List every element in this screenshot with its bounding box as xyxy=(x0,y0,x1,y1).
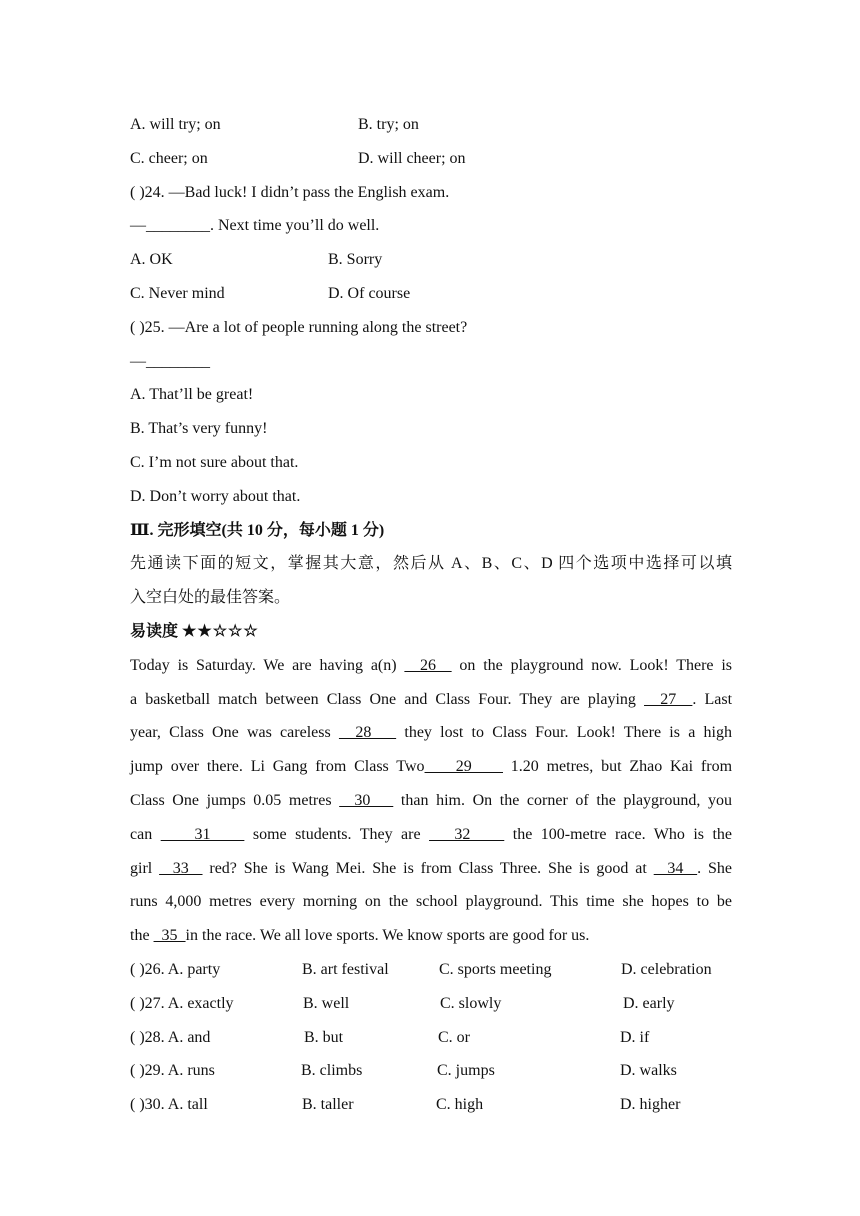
worksheet-page xyxy=(130,108,732,1122)
q25-option-d: D. Don’t worry about that. xyxy=(130,487,301,505)
section-heading: Ⅲ. 完形填空(共 10 分，每小题 1 分) xyxy=(130,521,385,539)
q23-option-d: D. will cheer; on xyxy=(358,149,466,167)
passage-text: Today is Saturday. We are having a(n) xyxy=(130,656,405,674)
passage-text: jump over there. Li Gang from Class Two xyxy=(130,758,425,776)
q25-option-a: A. That’ll be great! xyxy=(130,386,254,404)
q24-option-c: C. Never mind xyxy=(130,284,225,302)
blank-27: 27 xyxy=(644,690,693,708)
passage-line-5 xyxy=(130,784,732,818)
passage-text: . She xyxy=(697,859,732,877)
passage-text: red? She is Wang Mei. She is from Class Three. She is good at xyxy=(202,859,654,877)
section-instruction-line-2: 入空白处的最佳答案。 xyxy=(130,589,291,607)
blank-35: 35 xyxy=(153,927,186,945)
q23-option-c: C. cheer; on xyxy=(130,149,208,167)
passage-text: the 100-metre race. Who is the xyxy=(504,825,733,843)
difficulty-rating xyxy=(130,615,732,649)
passage-line-2 xyxy=(130,683,732,717)
blank-34: 34 xyxy=(653,859,698,877)
question-28-option-b: B. but xyxy=(304,1028,344,1046)
q23-option-a: A. will try; on xyxy=(130,116,221,133)
passage-text: 1.20 metres, but Zhao Kai from xyxy=(503,758,733,776)
question-29-option-a: ( )29. A. runs xyxy=(130,1062,215,1080)
question-27-option-a: ( )27. A. exactly xyxy=(130,994,234,1012)
question-26-option-c: C. sports meeting xyxy=(439,960,552,978)
question-26-option-b: B. art festival xyxy=(302,960,389,978)
question-29-option-c: C. jumps xyxy=(437,1062,495,1080)
question-30-option-c: C. high xyxy=(436,1096,484,1114)
q25-option-b: B. That’s very funny! xyxy=(130,420,268,438)
blank-29: 29 xyxy=(424,758,503,776)
q24-option-b: B. Sorry xyxy=(328,251,383,269)
q24-options-row-2 xyxy=(130,277,732,311)
q25-option-c: C. I’m not sure about that. xyxy=(130,453,299,471)
passage-text: the xyxy=(130,927,154,945)
passage-text: year, Class One was careless xyxy=(130,724,339,742)
question-30 xyxy=(130,1088,732,1122)
question-27-option-b: B. well xyxy=(303,994,350,1012)
question-29 xyxy=(130,1054,732,1088)
passage-text: . Last xyxy=(692,690,733,708)
q25-prompt: ( )25. —Are a lot of people running along the street? xyxy=(130,318,468,336)
difficulty-label: 易读度 xyxy=(130,622,179,640)
q24-option-a: A. OK xyxy=(130,251,173,269)
passage-text: in the race. We all love sports. We know sports are good for us. xyxy=(185,927,590,945)
blank-31: 31 xyxy=(160,825,245,843)
blank-33: 33 xyxy=(159,859,203,877)
passage-text: on the playground now. Look! There is xyxy=(451,656,733,674)
passage-text: than him. On the corner of the playground, you xyxy=(393,791,732,809)
question-27-option-d: D. early xyxy=(623,994,675,1012)
passage-line-8: runs 4,000 metres every morning on the school playground. This time she hopes to be xyxy=(130,893,732,911)
q23-options-row-1 xyxy=(130,108,732,142)
q24-reply: —________. Next time you’ll do well. xyxy=(130,217,380,235)
question-28 xyxy=(130,1021,732,1055)
passage-line-7 xyxy=(130,852,732,886)
q23-option-b: B. try; on xyxy=(358,116,419,133)
passage-line-3 xyxy=(130,716,732,750)
difficulty-stars: ★★☆☆☆ xyxy=(182,622,259,640)
question-26-option-d: D. celebration xyxy=(621,960,712,978)
passage-line-4 xyxy=(130,750,732,784)
question-26-option-a: ( )26. A. party xyxy=(130,960,221,978)
blank-30: 30 xyxy=(339,791,394,809)
q25-reply: —________ xyxy=(130,352,210,370)
question-30-option-a: ( )30. A. tall xyxy=(130,1096,208,1114)
question-28-option-a: ( )28. A. and xyxy=(130,1028,211,1046)
passage-text: girl xyxy=(130,859,160,877)
q24-options-row-1 xyxy=(130,243,732,277)
question-29-option-b: B. climbs xyxy=(301,1062,363,1080)
passage-text: can xyxy=(130,825,161,843)
passage-line-1 xyxy=(130,649,732,683)
passage-text: they lost to Class Four. Look! There is a high xyxy=(396,724,733,742)
question-29-option-d: D. walks xyxy=(620,1062,677,1080)
question-27-option-c: C. slowly xyxy=(440,994,502,1012)
question-28-option-d: D. if xyxy=(620,1028,650,1046)
blank-32: 32 xyxy=(429,825,505,843)
passage-line-6 xyxy=(130,818,732,852)
passage-text: some students. They are xyxy=(244,825,430,843)
question-27 xyxy=(130,987,732,1021)
blank-26: 26 xyxy=(404,656,452,674)
passage-line-9 xyxy=(130,919,732,953)
section-instruction-line-1: 先通读下面的短文，掌握其大意，然后从 A、B、C、D 四个选项中选择可以填 xyxy=(130,555,732,573)
passage-text: Class One jumps 0.05 metres xyxy=(130,791,340,809)
q24-prompt: ( )24. —Bad luck! I didn’t pass the English exam. xyxy=(130,183,450,201)
question-30-option-d: D. higher xyxy=(620,1096,681,1114)
q23-options-row-2 xyxy=(130,142,732,176)
question-26 xyxy=(130,953,732,987)
question-28-option-c: C. or xyxy=(438,1028,470,1046)
q24-option-d: D. Of course xyxy=(328,284,411,302)
question-30-option-b: B. taller xyxy=(302,1096,354,1114)
passage-text: a basketball match between Class One and Class Four. They are playing xyxy=(130,690,645,708)
blank-28: 28 xyxy=(338,724,397,742)
